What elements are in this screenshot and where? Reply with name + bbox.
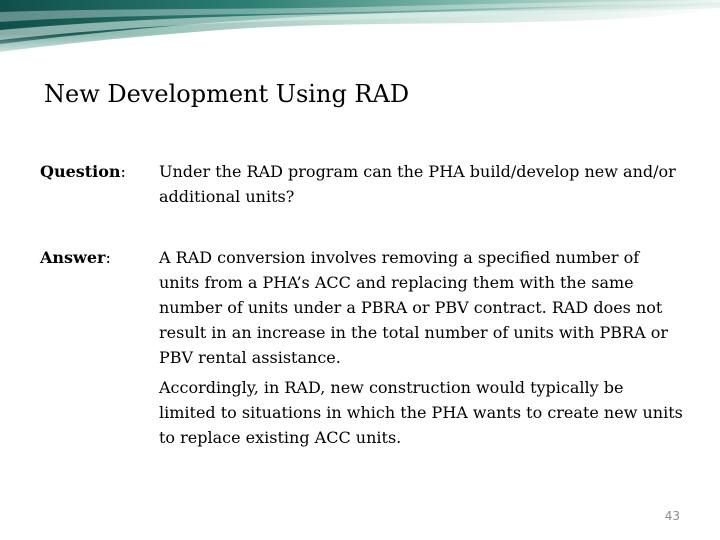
question-text-block [159, 159, 684, 209]
question-label-colon: : [120, 162, 126, 181]
slide-title: New Development Using RAD [44, 80, 410, 108]
question-label-text: Question [40, 162, 121, 181]
header-banner [0, 0, 720, 64]
answer-paragraph: Accordingly, in RAD, new construction would typically be limited to situations in which the PHA wants to create new units to replace existing ACC units. [159, 378, 683, 447]
answer-label-text: Answer [40, 248, 106, 267]
page-number: 43 [664, 509, 680, 523]
answer-label [40, 245, 159, 450]
question-row [40, 159, 690, 209]
question-label [40, 159, 159, 209]
question-text: Under the RAD program can the PHA build/develop new and/or additional units? [159, 162, 676, 206]
answer-paragraph: A RAD conversion involves removing a specified number of units from a PHA’s ACC and replacing them with the same number of units under a PBRA or PBV contract. RAD does not result in an increase in the total number of units with PBRA or PBV rental assistance. [159, 248, 668, 367]
answer-row [40, 245, 690, 450]
answer-text-block [159, 245, 684, 450]
answer-label-colon: : [105, 248, 111, 267]
